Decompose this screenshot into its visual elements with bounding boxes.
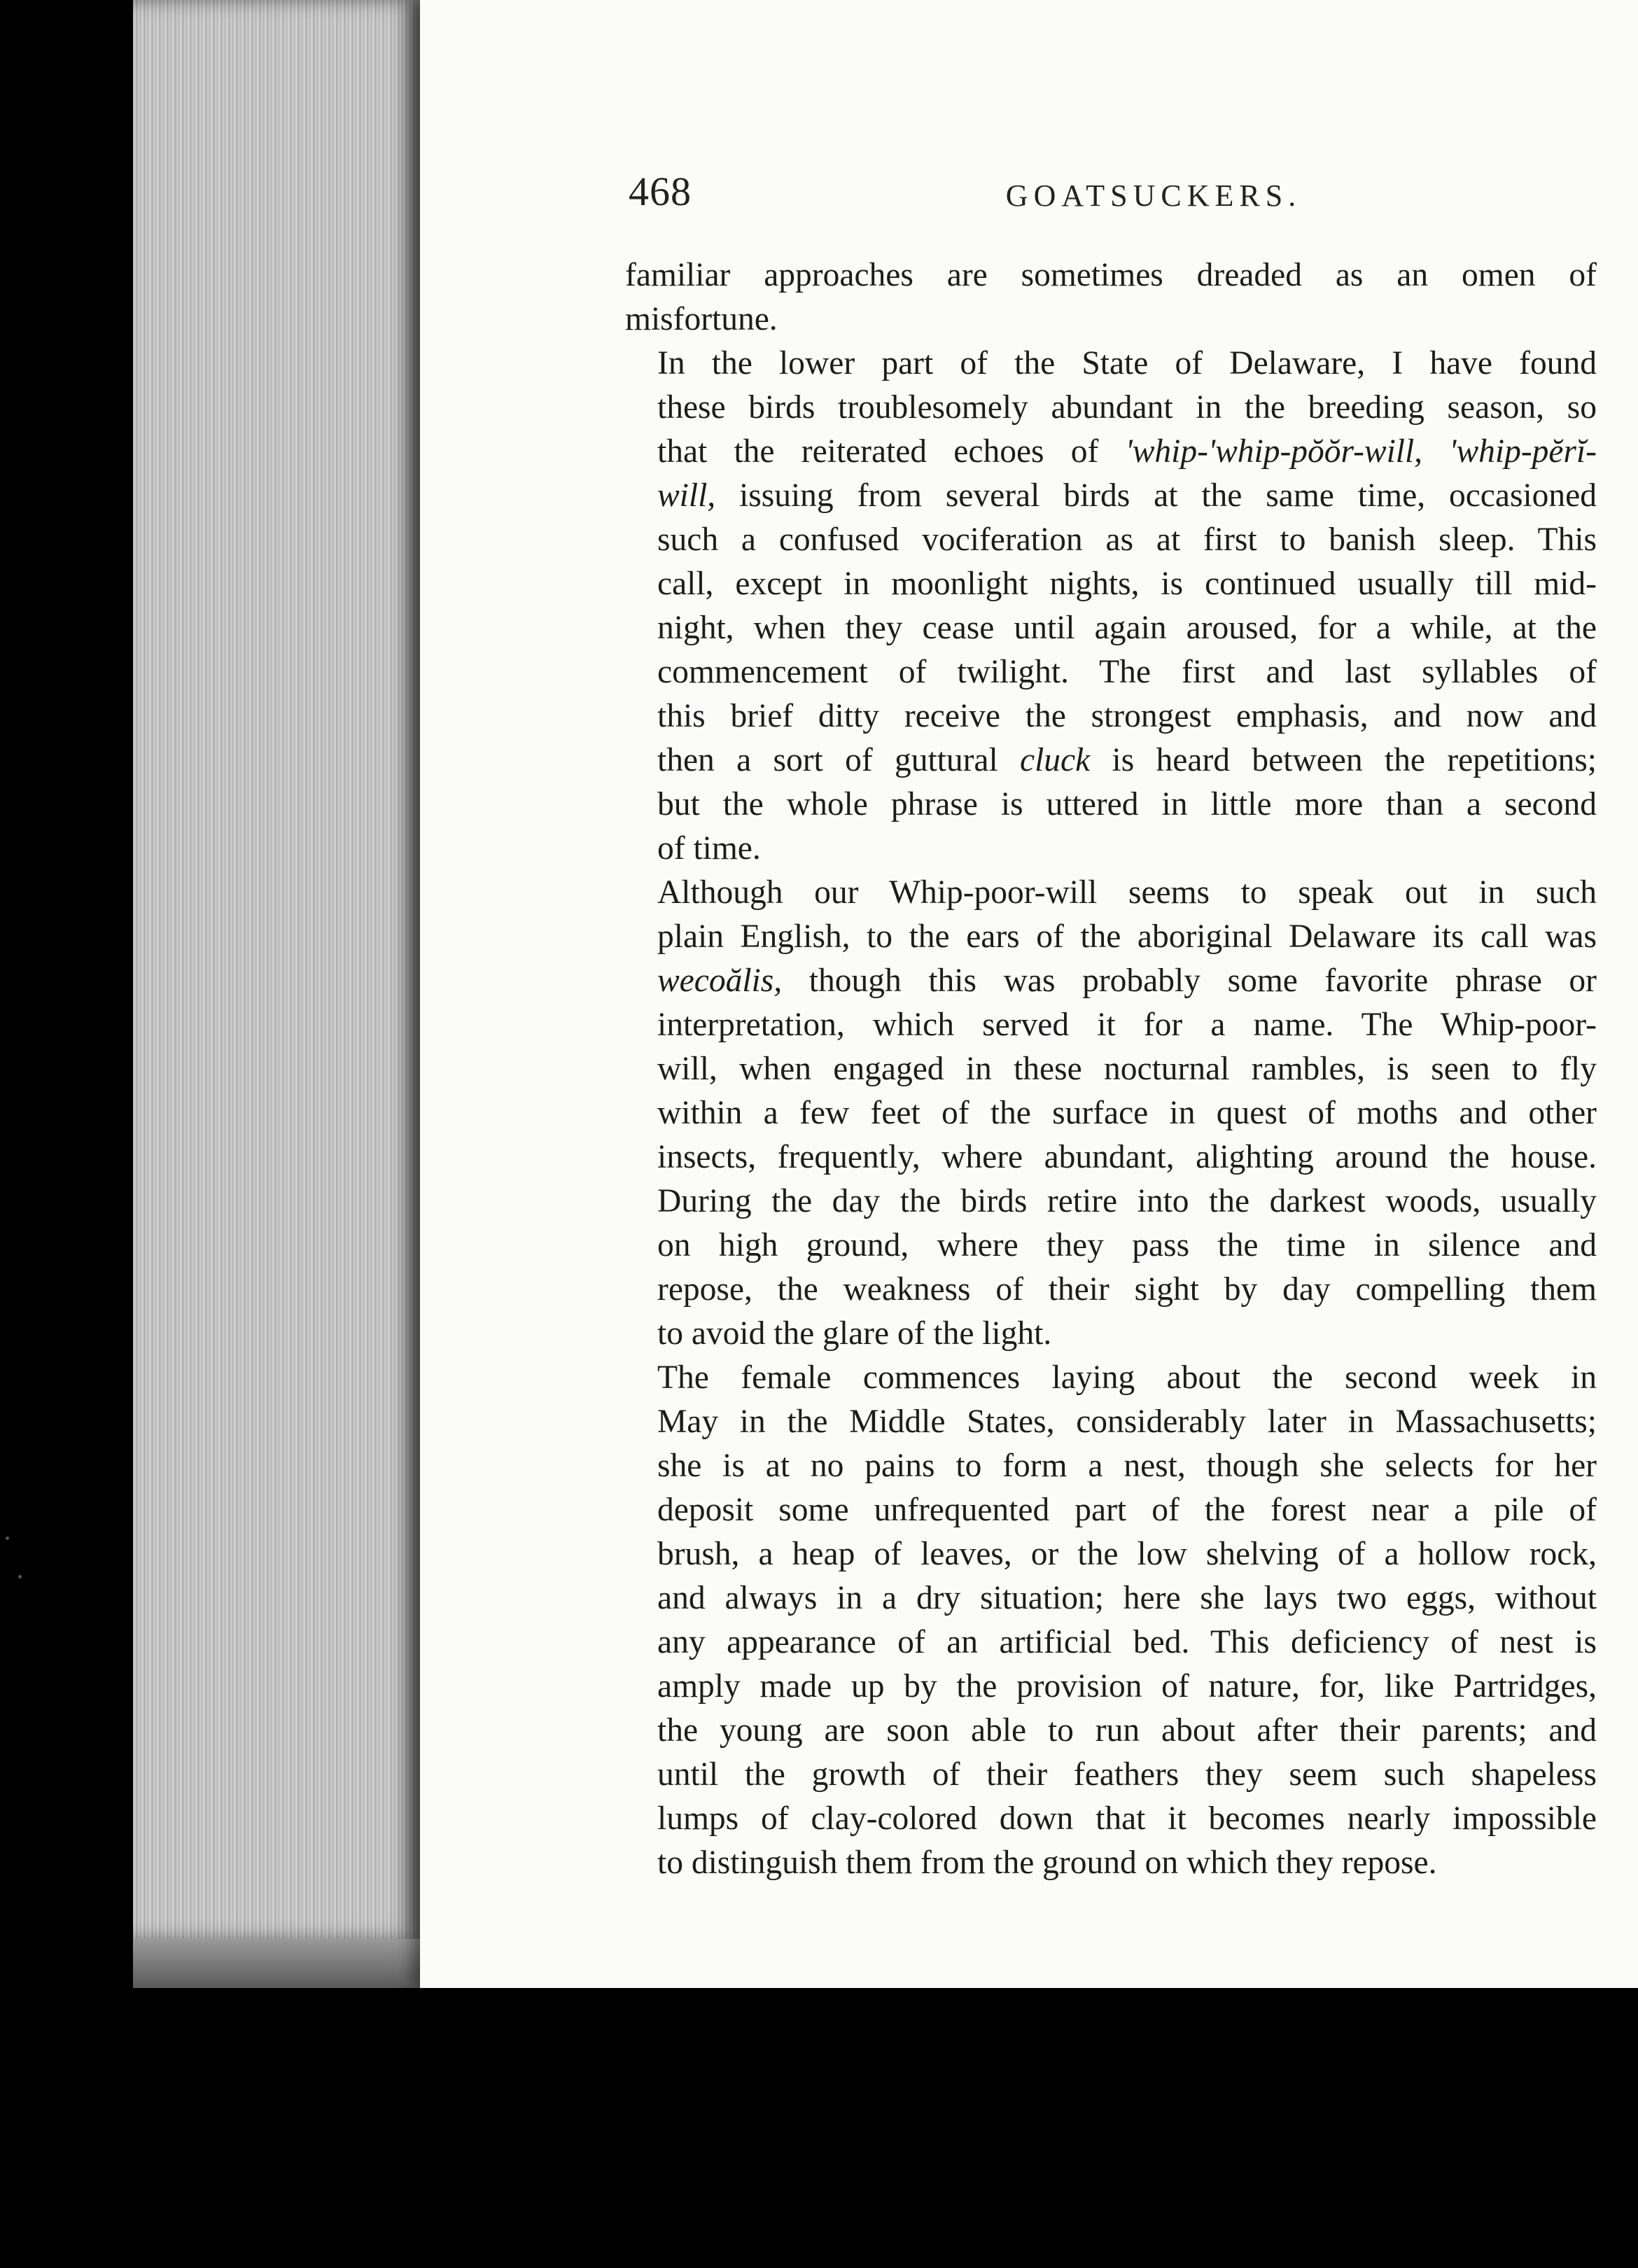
scan-speck bbox=[6, 1536, 9, 1540]
text-line bbox=[625, 650, 1597, 694]
text-segment: In the lower part of the State of Delaware, I have found bbox=[657, 345, 1597, 382]
text-segment: that the reiterated echoes of bbox=[657, 433, 1126, 470]
text-segment: the young are soon able to run about after their parents; and bbox=[657, 1712, 1597, 1749]
text-segment: interpretation, which served it for a name. The Whip-poor- bbox=[657, 1007, 1597, 1043]
text-line bbox=[625, 1841, 1597, 1885]
text-segment: issuing from several birds at the same time, occasioned bbox=[715, 477, 1597, 514]
text-line bbox=[625, 1224, 1597, 1268]
italic-text: 'whip-'whip-pŏŏr-will, 'whip-pĕrĭ- bbox=[1125, 433, 1597, 470]
text-segment: familiar approaches are sometimes dreaded as an omen of bbox=[625, 257, 1597, 293]
text-segment: The female commences laying about the second week in bbox=[657, 1359, 1597, 1396]
italic-text: will, bbox=[657, 477, 716, 514]
text-segment: such a confused vociferation as at first to banish sleep. This bbox=[657, 522, 1597, 558]
paragraph bbox=[625, 253, 1597, 342]
text-segment: repose, the weakness of their sight by day compelling them bbox=[657, 1271, 1597, 1308]
text-line bbox=[625, 253, 1597, 298]
italic-text: cluck bbox=[1020, 742, 1091, 778]
text-segment: but the whole phrase is uttered in little more than a second bbox=[657, 786, 1597, 822]
text-segment: Although our Whip-poor-will seems to speak out in such bbox=[657, 874, 1597, 911]
text-line bbox=[625, 1135, 1597, 1180]
text-segment: plain English, to the ears of the aboriginal Delaware its call was bbox=[657, 918, 1597, 955]
page-header bbox=[629, 168, 1595, 224]
text-line bbox=[625, 1753, 1597, 1797]
text-line bbox=[625, 518, 1597, 562]
text-line bbox=[625, 606, 1597, 650]
text-line bbox=[625, 1003, 1597, 1047]
text-segment: of time. bbox=[657, 830, 761, 867]
text-segment: on high ground, where they pass the time in silence and bbox=[657, 1227, 1597, 1264]
text-line bbox=[625, 694, 1597, 738]
text-line bbox=[625, 738, 1597, 783]
book-page-edges-bottom bbox=[133, 1939, 420, 1988]
text-line bbox=[625, 1620, 1597, 1665]
text-line bbox=[625, 1709, 1597, 1753]
text-segment: then a sort of guttural bbox=[657, 742, 1021, 778]
text-line bbox=[625, 1444, 1597, 1488]
text-segment: she is at no pains to form a nest, though she selects for her bbox=[657, 1448, 1597, 1484]
text-line bbox=[625, 1312, 1597, 1356]
text-line bbox=[625, 1180, 1597, 1224]
text-segment: misfortune. bbox=[625, 301, 778, 337]
text-segment: these birds troublesomely abundant in the breeding season, so bbox=[657, 389, 1597, 426]
text-line bbox=[625, 430, 1597, 474]
text-segment: commencement of twilight. The first and last syllables of bbox=[657, 654, 1597, 690]
text-line bbox=[625, 1268, 1597, 1312]
text-line bbox=[625, 1488, 1597, 1532]
text-line bbox=[625, 783, 1597, 827]
text-segment: is heard between the repetitions; bbox=[1090, 742, 1597, 778]
text-segment: any appearance of an artificial bed. This deficiency of nest is bbox=[657, 1624, 1597, 1660]
text-line bbox=[625, 1091, 1597, 1135]
paragraph bbox=[625, 342, 1597, 871]
text-line bbox=[625, 1665, 1597, 1709]
text-line bbox=[625, 1532, 1597, 1576]
text-segment: night, when they cease until again aroused, for a while, at the bbox=[657, 610, 1597, 646]
text-segment: and always in a dry situation; here she lays two eggs, without bbox=[657, 1580, 1597, 1616]
body-text bbox=[625, 253, 1597, 1885]
text-segment: until the growth of their feathers they seem such shapeless bbox=[657, 1756, 1597, 1793]
text-line bbox=[625, 1797, 1597, 1841]
text-line bbox=[625, 1356, 1597, 1400]
text-segment: to avoid the glare of the light. bbox=[657, 1315, 1052, 1352]
book-page-edges bbox=[133, 0, 420, 1939]
text-line bbox=[625, 959, 1597, 1003]
text-segment: insects, frequently, where abundant, alighting around the house. bbox=[657, 1139, 1597, 1175]
paragraph bbox=[625, 871, 1597, 1356]
text-segment: lumps of clay-colored down that it becomes nearly impossible bbox=[657, 1800, 1597, 1837]
text-line bbox=[625, 1576, 1597, 1620]
text-line bbox=[625, 915, 1597, 959]
text-segment: call, except in moonlight nights, is continued usually till mid- bbox=[657, 566, 1597, 602]
text-segment: to distinguish them from the ground on which they repose. bbox=[657, 1844, 1437, 1881]
text-segment: During the day the birds retire into the darkest woods, usually bbox=[657, 1183, 1597, 1219]
text-segment: will, when engaged in these nocturnal rambles, is seen to fly bbox=[657, 1051, 1597, 1087]
page-number: 468 bbox=[629, 169, 692, 214]
text-segment: though this was probably some favorite phrase or bbox=[782, 962, 1597, 999]
text-segment: this brief ditty receive the strongest emphasis, and now and bbox=[657, 698, 1597, 734]
text-line bbox=[625, 1047, 1597, 1091]
text-line bbox=[625, 474, 1597, 518]
paragraph bbox=[625, 1356, 1597, 1885]
text-line bbox=[625, 827, 1597, 871]
running-head: GOATSUCKERS. bbox=[1005, 178, 1302, 213]
scan-background bbox=[133, 1988, 1638, 2268]
text-line bbox=[625, 386, 1597, 430]
text-segment: brush, a heap of leaves, or the low shelving of a hollow rock, bbox=[657, 1536, 1597, 1572]
text-line bbox=[625, 1400, 1597, 1444]
text-line bbox=[625, 871, 1597, 915]
text-line bbox=[625, 562, 1597, 606]
italic-text: wecoălis, bbox=[657, 962, 783, 999]
scan-speck bbox=[18, 1575, 22, 1578]
text-segment: within a few feet of the surface in quest of moths and other bbox=[657, 1095, 1597, 1131]
text-segment: May in the Middle States, considerably later in Massachusetts; bbox=[657, 1404, 1597, 1440]
text-line bbox=[625, 298, 1597, 342]
text-line bbox=[625, 342, 1597, 386]
text-segment: amply made up by the provision of nature, for, like Partridges, bbox=[657, 1668, 1597, 1704]
text-segment: deposit some unfrequented part of the forest near a pile of bbox=[657, 1492, 1597, 1528]
